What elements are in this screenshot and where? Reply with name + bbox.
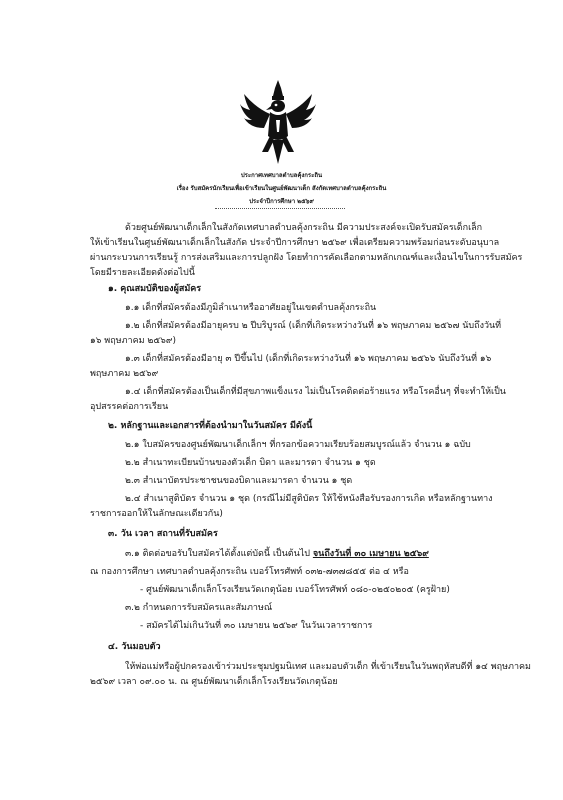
section-1-item-3: ๑.๓ เด็กที่สมัครต้องมีอายุ ๓ ปีขึ้นไป (เด็กที่เกิดระหว่างวันที่ ๑๖ พฤษภาคม ๒๕๖๖ นับถึงวันที่ ๑๖ — [125, 354, 492, 364]
section-3-deadline: - สมัครได้ไม่เกินวันที่ ๓๐ เมษายน ๒๕๖๙ ในวันเวลาราชการ — [140, 621, 373, 631]
section-1-item-2-cont: ๑๖ พฤษภาคม ๒๕๖๙) — [90, 336, 176, 346]
section-2-title: ๒. หลักฐานและเอกสารที่ต้องนำมาในวันสมัคร มีดังนี้ — [108, 421, 313, 431]
announcement-subject: เรื่อง รับสมัครนักเรียนเพื่อเข้าเรียนในศูนย์พัฒนาเด็ก สังกัดเทศบาลตำบลคุ้งกระถิน — [176, 185, 387, 192]
announcement-title: ประกาศเทศบาลตำบลคุ้งกระถิน — [240, 172, 323, 179]
section-1-item-2: ๑.๒ เด็กที่สมัครต้องมีอายุครบ ๒ ปีบริบูรณ์ (เด็กที่เกิดระหว่างวันที่ ๑๖ พฤษภาคม ๒๕๖๗ นับถึงวันที่ — [125, 321, 502, 331]
section-3-item-1 — [125, 548, 429, 560]
academic-year: ประจำปีการศึกษา ๒๕๖๙ — [249, 198, 314, 205]
section-3-place: ณ กองการศึกษา เทศบาลตำบลคุ้งกระถิน เบอร์โทรศัพท์ ๐๓๒-๗๓๗๘๕๕ ต่อ ๔ หรือ — [90, 567, 409, 577]
section-1-item-3-cont: พฤษภาคม ๒๕๖๙ — [90, 369, 159, 379]
section-3-title: ๓. วัน เวลา สถานที่รับสมัคร — [108, 529, 218, 539]
garuda-emblem — [238, 78, 318, 166]
application-deadline-text: จนถึงวันที่ ๓๐ เมษายน ๒๕๖๙ — [312, 549, 429, 559]
section-1-item-4-cont: อุปสรรคต่อการเรียน — [90, 402, 169, 412]
section-3-item-1-text: ๓.๑ ติดต่อขอรับใบสมัครได้ตั้งแต่บัดนี้ เป็นต้นไป — [125, 549, 313, 559]
intro-line-3: ผ่านกระบวนการเรียนรู้ การส่งเสริมและการปลูกฝัง โดยทำการคัดเลือกตามหลักเกณฑ์และเงื่อนไขในการรับสมัคร — [90, 253, 523, 263]
section-4-title: ๔. วันมอบตัว — [108, 642, 161, 652]
section-2-item-1: ๒.๑ ใบสมัครของศูนย์พัฒนาเด็กเล็กฯ ที่กรอกข้อความเรียบร้อยสมบูรณ์แล้ว จำนวน ๑ ฉบับ — [125, 440, 471, 450]
section-3-item-2: ๓.๒ กำหนดการรับสมัครและสัมภาษณ์ — [125, 603, 273, 613]
section-2-item-3: ๒.๓ สำเนาบัตรประชาชนของบิดาและมารดา จำนวน ๑ ชุด — [125, 476, 353, 486]
section-1-title: ๑. คุณสมบัติของผู้สมัคร — [108, 284, 202, 294]
section-3-contact: - ศูนย์พัฒนาเด็กเล็กโรงเรียนวัดเกตุน้อย เบอร์โทรศัพท์ ๐๘๐-๐๒๕๐๒๐๕ (ครูฝ้าย) — [140, 585, 450, 595]
intro-line-4: โดยมีรายละเอียดดังต่อไปนี้ — [90, 268, 195, 278]
section-2-item-4-cont: ราชการออกให้ในลักษณะเดียวกัน) — [90, 509, 223, 519]
section-2-item-4: ๒.๔ สำเนาสูติบัตร จำนวน ๑ ชุด (กรณีไม่มีสูติบัตร ให้ใช้หนังสือรับรองการเกิด หรือหลักฐานทาง — [125, 494, 493, 504]
header-divider — [215, 208, 345, 209]
section-1-item-4: ๑.๔ เด็กที่สมัครต้องเป็นเด็กที่มีสุขภาพแข็งแรง ไม่เป็นโรคติดต่อร้ายแรง หรือโรคอื่นๆ ที่จะทำให้เป็น — [125, 387, 506, 397]
section-1-item-1: ๑.๑ เด็กที่สมัครต้องมีภูมิลำเนาหรืออาศัยอยู่ในเขตตำบลคุ้งกระถิน — [125, 303, 377, 313]
intro-line-1: ด้วยศูนย์พัฒนาเด็กเล็กในสังกัดเทศบาลตำบลคุ้งกระถิน มีความประสงค์จะเปิดรับสมัครเด็กเล็ก — [125, 223, 483, 233]
section-2-item-2: ๒.๒ สำเนาทะเบียนบ้านของตัวเด็ก บิดา และมารดา จำนวน ๑ ชุด — [125, 458, 376, 468]
intro-line-2: ให้เข้าเรียนในศูนย์พัฒนาเด็กเล็กในสังกัด ประจำปีการศึกษา ๒๕๖๙ เพื่อเตรียมความพร้อมก่อนระดับอนุบาล — [90, 238, 500, 248]
section-4-paragraph-1: ให้พ่อแม่หรือผู้ปกครองเข้าร่วมประชุมปฐมนิเทศ และมอบตัวเด็ก ที่เข้าเรียนในวันพฤหัสบดีที่ ๑๔ พฤษภาคม — [125, 662, 531, 672]
section-4-paragraph-2: ๒๕๖๙ เวลา ๐๙.๐๐ น. ณ ศูนย์พัฒนาเด็กเล็กโรงเรียนวัดเกตุน้อย — [90, 677, 338, 687]
